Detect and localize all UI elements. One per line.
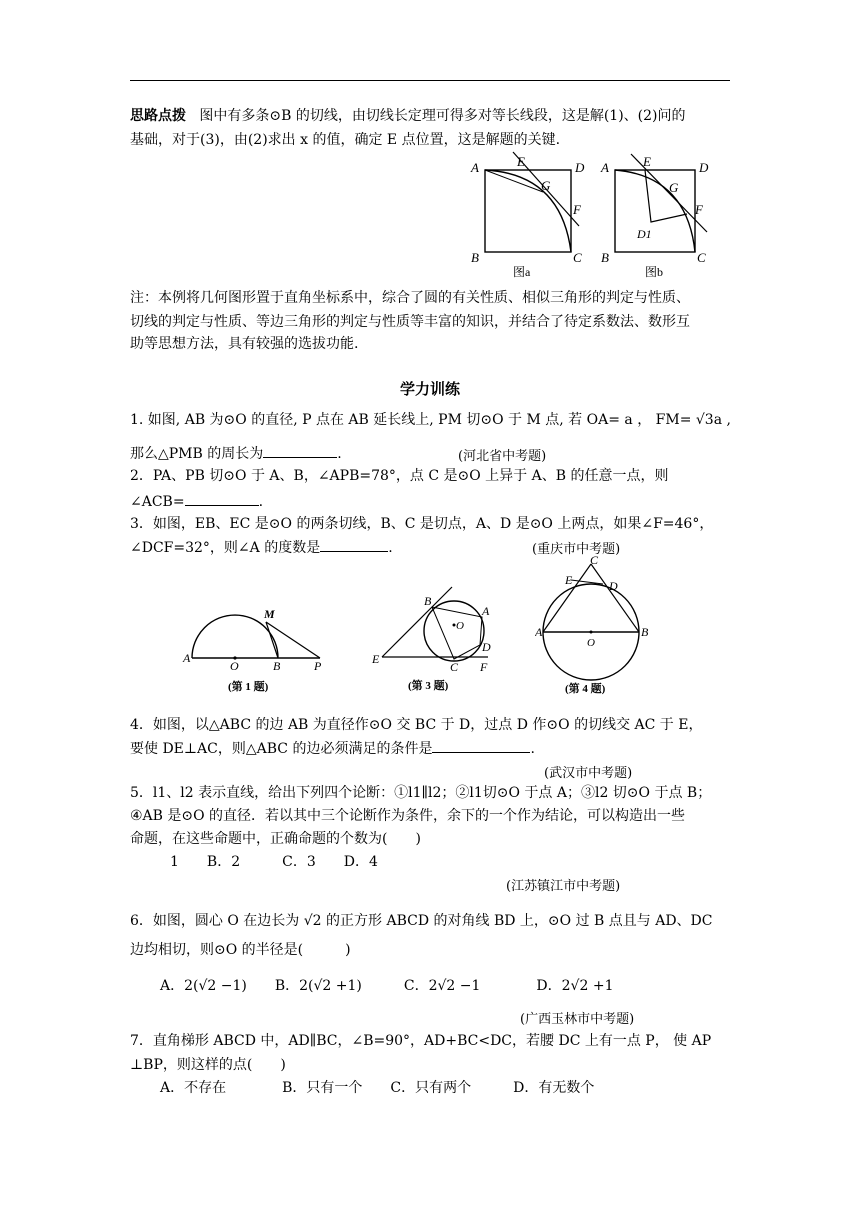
arc-b — [615, 170, 695, 252]
label-d: D — [699, 160, 709, 175]
label-d: D — [609, 579, 618, 593]
label-p: P — [314, 659, 322, 673]
label-b: B — [601, 250, 609, 265]
label-b: B — [424, 594, 432, 608]
note-line-3: 助等思想方法，具有较强的选拔功能. — [130, 336, 359, 352]
q6-source: (广西玉林市中考题) — [520, 1012, 635, 1027]
q1-text-b: 那么△PMB 的周长为 — [130, 446, 264, 462]
fold-b — [645, 170, 687, 222]
q4-line-1: 4．如图，以△ABC 的边 AB 为直径作⊙O 交 BC 于 D，过点 D 作⊙O 的切线交 AC 于 E， — [130, 717, 703, 733]
q1-source: (河北省中考题) — [458, 449, 547, 464]
label-c: C — [697, 250, 706, 265]
label-a: A — [482, 604, 490, 618]
q3-line-2: ∠DCF=32°，则∠A 的度数是 . — [130, 537, 393, 558]
label-c: C — [450, 660, 459, 674]
q1-answer-blank[interactable] — [263, 443, 337, 458]
label-d: D — [575, 160, 585, 175]
q3-line-1: 3．如图，EB、EC 是⊙O 的两条切线，B、C 是切点，A、D 是⊙O 上两点，如果∠F=46°， — [130, 516, 714, 532]
caption-q1: (第 1 题) — [228, 681, 269, 693]
q7-line-1: 7．直角梯形 ABCD 中，AD∥BC，∠B=90°，AD+BC<DC，若腰 DC 上有一点 P， 使 AP — [130, 1033, 712, 1049]
figure-q3 — [368, 585, 508, 700]
q5-source: (江苏镇江市中考题) — [506, 879, 621, 894]
label-d1: D1 — [637, 227, 652, 241]
q3-answer-blank[interactable] — [320, 537, 388, 552]
figure-b — [595, 150, 720, 280]
q4-source: (武汉市中考题) — [544, 766, 633, 781]
caption-q3: (第 3 题) — [408, 680, 449, 692]
q6-line-2: 边均相切，则⊙O 的半径是( ) — [130, 942, 351, 958]
label-b: B — [641, 625, 649, 639]
side-bc — [591, 564, 639, 632]
caption-b: 图b — [645, 265, 664, 279]
label-b: B — [273, 659, 281, 673]
seg-ag — [485, 170, 543, 192]
figure-a — [465, 150, 590, 280]
label-c: C — [573, 250, 582, 265]
q1-line-1: 1. 如图, AB 为⊙O 的直径, P 点在 AB 延长线上, PM 切⊙O 于 M 点, 若 OA= a ， FM= √3a , — [130, 412, 731, 428]
q3-text-b: ∠DCF=32°，则∠A 的度数是 — [130, 540, 321, 556]
q5-line-2: ④AB 是⊙O 的直径．若以其中三个论断作为条件，余下的一个作为结论，可以构造出一些 — [130, 808, 686, 824]
hint-label: 思路点拨 — [130, 108, 186, 124]
center-o — [590, 631, 593, 634]
q6-line-1: 6．如图，圆心 O 在边长为 √2 的正方形 ABCD 的对角线 BD 上，⊙O 过 B 点且与 AD、DC — [130, 913, 713, 929]
label-e: E — [643, 154, 651, 169]
header-rule — [130, 80, 730, 81]
hint-line-2: 基础，对于(3)，由(2)求出 x 的值，确定 E 点位置，这是解题的关键. — [130, 132, 561, 148]
q7-line-2: ⊥BP，则这样的点( ) — [130, 1057, 286, 1073]
label-g: G — [541, 178, 551, 193]
q2-line-1: 2．PA、PB 切⊙O 于 A、B，∠APB=78°，点 C 是⊙O 上异于 A、B 的任意一点，则 — [130, 468, 669, 484]
label-a: A — [471, 160, 479, 175]
label-f: F — [573, 202, 581, 217]
q2-answer-blank[interactable] — [185, 491, 259, 506]
label-o: O — [456, 620, 464, 632]
figure-q1 — [180, 600, 330, 700]
q4-text-b: 要使 DE⊥AC，则△ABC 的边必须满足的条件是 — [130, 741, 433, 757]
caption-q4: (第 4 题) — [565, 683, 606, 695]
seg-mb — [266, 622, 278, 658]
note-line-2: 切线的判定与性质、等边三角形的判定与性质等丰富的知识，并结合了待定系数法、数形互 — [130, 314, 690, 330]
q2-line-2: ∠ACB= . — [130, 491, 263, 512]
label-e: E — [517, 154, 525, 169]
q3-source: (重庆市中考题) — [532, 542, 621, 557]
q5-options: 1 B．2 C．3 D．4 — [170, 854, 378, 870]
quad-badc — [432, 607, 482, 659]
q4-answer-blank[interactable] — [432, 738, 530, 753]
label-d: D — [482, 640, 491, 654]
label-a: A — [183, 651, 191, 665]
q5-line-1: 5．l1、l2 表示直线，给出下列四个论断：①l1∥l2；②l1切⊙O 于点 A；③l2 切⊙O 于点 B； — [130, 785, 712, 801]
label-e: E — [372, 652, 380, 666]
seg-ed — [571, 580, 603, 584]
figure-q4 — [535, 552, 665, 700]
label-b: B — [471, 250, 479, 265]
label-a: A — [535, 625, 543, 639]
hint-line-1 — [130, 106, 686, 126]
q4-line-2: 要使 DE⊥AC，则△ABC 的边必须满足的条件是 . — [130, 738, 535, 759]
q6-options: A．2(√2 −1) B．2(√2 +1) C．2√2 −1 D．2√2 +1 — [160, 978, 614, 994]
note-line-1: 注：本例将几何图形置于直角坐标系中，综合了圆的有关性质、相似三角形的判定与性质、 — [130, 290, 690, 306]
label-m: M — [264, 607, 275, 621]
label-g: G — [669, 180, 679, 195]
label-f: F — [695, 202, 703, 217]
q2-text-b: ∠ACB= — [130, 494, 185, 510]
label-o: O — [230, 659, 239, 673]
arc-a — [485, 170, 571, 252]
label-c: C — [590, 553, 599, 567]
label-o: O — [587, 637, 595, 649]
label-f: F — [480, 660, 488, 674]
label-e: E — [565, 573, 573, 587]
hint-text-1: 图中有多条⊙B 的切线，由切线长定理可得多对等长线段，这是解(1)、(2)问的 — [199, 108, 686, 124]
q5-line-3: 命题，在这些命题中，正确命题的个数为( ) — [130, 831, 421, 847]
semicircle — [192, 615, 278, 658]
caption-a: 图a — [513, 265, 531, 279]
section-title: 学力训练 — [399, 380, 460, 398]
q1-line-2: 那么△PMB 的周长为 . — [130, 443, 342, 464]
q7-options: A．不存在 B．只有一个 C．只有两个 D．有无数个 — [160, 1080, 595, 1096]
line-eb — [382, 587, 452, 657]
label-a: A — [601, 160, 609, 175]
